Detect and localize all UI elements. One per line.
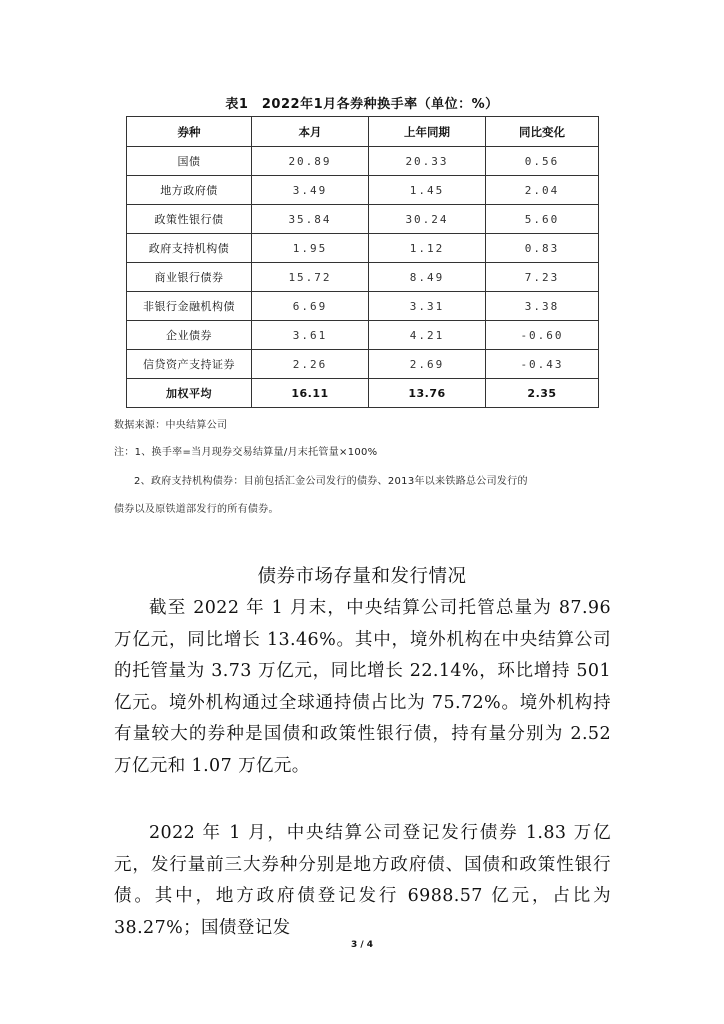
average-this-month-cell: 16.11 xyxy=(252,379,369,408)
yoy-change-cell: 0.56 xyxy=(486,147,599,176)
last-year-cell: 3.31 xyxy=(369,292,486,321)
bond-type-cell: 政策性银行债 xyxy=(127,205,252,234)
table-row xyxy=(127,205,599,234)
table-row xyxy=(127,350,599,379)
yoy-change-cell: -0.43 xyxy=(486,350,599,379)
bond-type-cell: 商业银行债券 xyxy=(127,263,252,292)
footnote-2-line-1: 2、政府支持机构债券：目前包括汇金公司发行的债券、2013年以来铁路总公司发行的 xyxy=(134,476,528,487)
bond-type-cell: 企业债券 xyxy=(127,321,252,350)
yoy-change-cell: -0.60 xyxy=(486,321,599,350)
last-year-cell: 1.12 xyxy=(369,234,486,263)
table-row xyxy=(127,234,599,263)
weighted-average-row xyxy=(127,379,599,408)
last-year-cell: 2.69 xyxy=(369,350,486,379)
this-month-cell: 35.84 xyxy=(252,205,369,234)
table-row xyxy=(127,263,599,292)
yoy-change-cell: 7.23 xyxy=(486,263,599,292)
table-header-row xyxy=(127,117,599,147)
this-month-cell: 20.89 xyxy=(252,147,369,176)
section-heading: 债券市场存量和发行情况 xyxy=(257,566,467,587)
last-year-cell: 4.21 xyxy=(369,321,486,350)
yoy-change-cell: 3.38 xyxy=(486,292,599,321)
header-bond-type: 券种 xyxy=(127,117,252,147)
table-title: 表1 2022年1月各券种换手率（单位：%） xyxy=(225,97,499,112)
last-year-cell: 30.24 xyxy=(369,205,486,234)
this-month-cell: 3.49 xyxy=(252,176,369,205)
this-month-cell: 3.61 xyxy=(252,321,369,350)
yoy-change-cell: 5.60 xyxy=(486,205,599,234)
this-month-cell: 1.95 xyxy=(252,234,369,263)
table-row xyxy=(127,176,599,205)
this-month-cell: 15.72 xyxy=(252,263,369,292)
header-last-year: 上年同期 xyxy=(369,117,486,147)
footnote-2-line-2: 债券以及原铁道部发行的所有债券。 xyxy=(114,504,279,515)
paragraph-issuance: 2022 年 1 月，中央结算公司登记发行债券 1.83 万亿元，发行量前三大券种分别是地方政府债、国债和政策性银行债。其中，地方政府债登记发行 6988.57 亿元，占比为 38.27%；国债登记发 xyxy=(114,823,611,938)
turnover-table xyxy=(126,116,599,408)
bond-type-cell: 信贷资产支持证券 xyxy=(127,350,252,379)
header-this-month: 本月 xyxy=(252,117,369,147)
table-row xyxy=(127,321,599,350)
table-row xyxy=(127,292,599,321)
this-month-cell: 2.26 xyxy=(252,350,369,379)
average-last-year-cell: 13.76 xyxy=(369,379,486,408)
paragraph-holdings: 截至 2022 年 1 月末，中央结算公司托管总量为 87.96 万亿元，同比增长 13.46%。其中，境外机构在中央结算公司的托管量为 3.73 万亿元，同比增长 22.14%，环比增持 501 亿元。境外机构通过全球通持债占比为 75.72%。境外机构持有量较大的券种是国债和政策性银行债，持有量分别为 2.52 万亿元和 1.07 万亿元。 xyxy=(114,598,611,776)
bond-type-cell: 国债 xyxy=(127,147,252,176)
average-yoy-change-cell: 2.35 xyxy=(486,379,599,408)
this-month-cell: 6.69 xyxy=(252,292,369,321)
header-yoy-change: 同比变化 xyxy=(486,117,599,147)
yoy-change-cell: 0.83 xyxy=(486,234,599,263)
footnote-1: 注：1、换手率=当月现券交易结算量/月末托管量×100% xyxy=(114,447,378,458)
page-number: 3 / 4 xyxy=(350,940,374,950)
last-year-cell: 8.49 xyxy=(369,263,486,292)
bond-type-cell: 非银行金融机构债 xyxy=(127,292,252,321)
data-source-note: 数据来源：中央结算公司 xyxy=(114,420,228,431)
yoy-change-cell: 2.04 xyxy=(486,176,599,205)
last-year-cell: 20.33 xyxy=(369,147,486,176)
last-year-cell: 1.45 xyxy=(369,176,486,205)
bond-type-cell: 地方政府债 xyxy=(127,176,252,205)
average-label-cell: 加权平均 xyxy=(127,379,252,408)
bond-type-cell: 政府支持机构债 xyxy=(127,234,252,263)
table-row xyxy=(127,147,599,176)
